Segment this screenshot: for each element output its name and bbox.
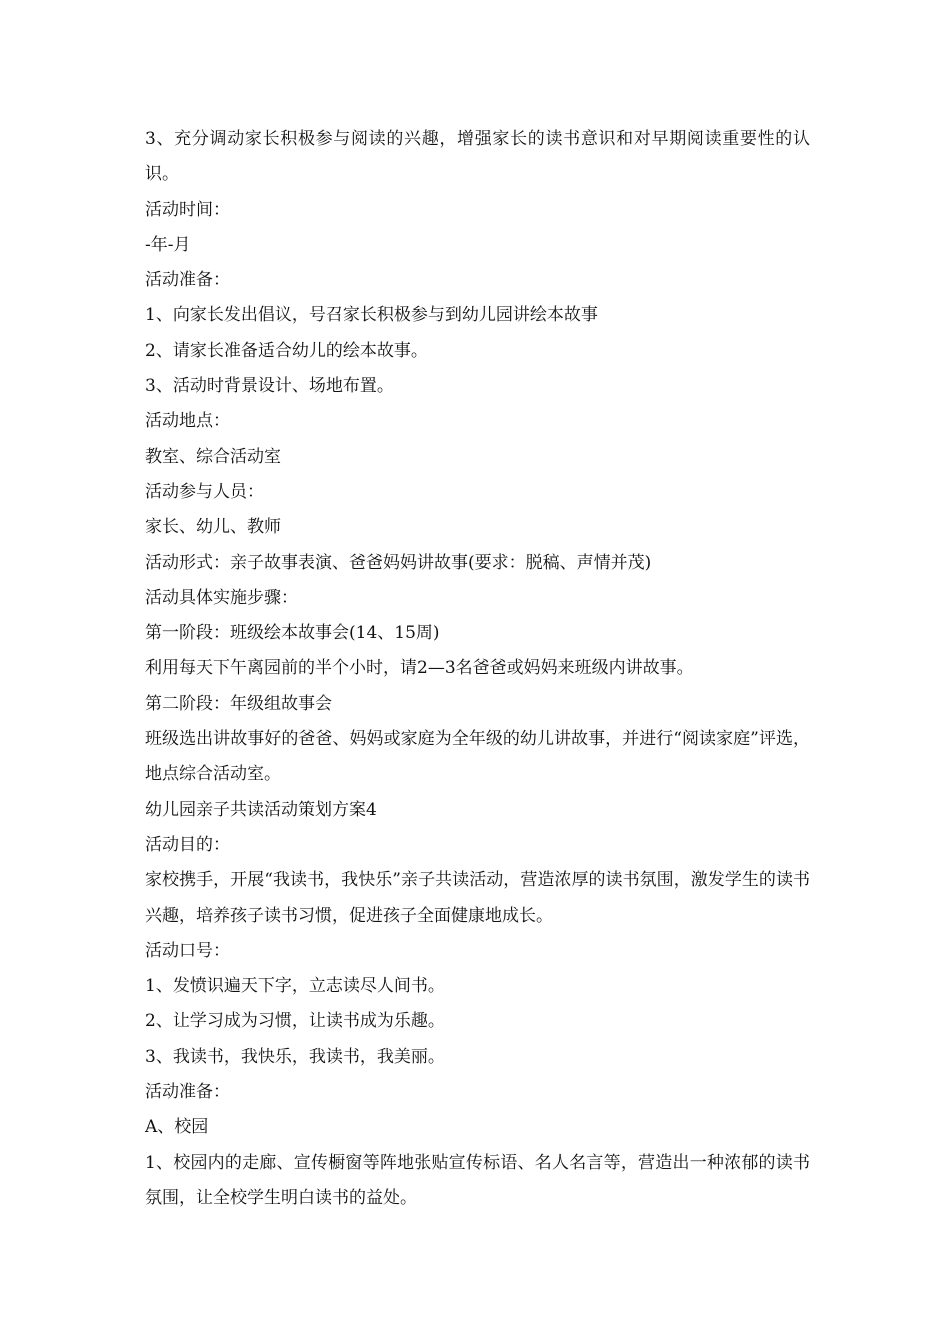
heading-participants: 活动参与人员：	[145, 481, 264, 502]
campus-item-1: 1、校园内的走廊、宣传橱窗等阵地张贴宣传标语、名人名言等，营造出一种浓郁的读书氛围，让全校学生明白读书的益处。	[145, 1152, 810, 1208]
subheading-campus: A、校园	[145, 1117, 209, 1138]
preparation-item-2: 2、请家长准备适合幼儿的绘本故事。	[145, 340, 428, 361]
paragraph-1: 3、充分调动家长积极参与阅读的兴趣，增强家长的读书意识和对早期阅读重要性的认识。	[145, 129, 810, 185]
activity-purpose-text: 家校携手，开展“我读书，我快乐”亲子共读活动，营造浓厚的读书氛围，激发学生的读书兴趣，培养孩子读书习惯，促进孩子全面健康地成长。	[145, 870, 810, 926]
heading-activity-preparation-2: 活动准备：	[145, 1082, 230, 1103]
stage-2-title: 第二阶段：年级组故事会	[145, 693, 332, 714]
slogan-2: 2、让学习成为习惯，让读书成为乐趣。	[145, 1011, 445, 1032]
heading-activity-slogan: 活动口号：	[145, 940, 230, 961]
heading-activity-purpose: 活动目的：	[145, 834, 230, 855]
slogan-1: 1、发愤识遍天下字，立志读尽人间书。	[145, 976, 445, 997]
preparation-item-3: 3、活动时背景设计、场地布置。	[145, 376, 394, 397]
section-title-plan-4: 幼儿园亲子共读活动策划方案4	[145, 799, 377, 820]
activity-time-value: -年-月	[145, 234, 191, 255]
heading-activity-time: 活动时间：	[145, 199, 230, 220]
slogan-3: 3、我读书，我快乐，我读书，我美丽。	[145, 1046, 445, 1067]
stage-1-description: 利用每天下午离园前的半个小时，请2—3名爸爸或妈妈来班级内讲故事。	[145, 658, 694, 679]
activity-format: 活动形式：亲子故事表演、爸爸妈妈讲故事(要求：脱稿、声情并茂)	[145, 552, 652, 573]
participants-value: 家长、幼儿、教师	[145, 517, 281, 538]
heading-activity-location: 活动地点：	[145, 411, 230, 432]
heading-implementation-steps: 活动具体实施步骤：	[145, 587, 298, 608]
stage-2-description: 班级选出讲故事好的爸爸、妈妈或家庭为全年级的幼儿讲故事，并进行“阅读家庭”评选，地点综合活动室。	[145, 729, 810, 785]
activity-location-value: 教室、综合活动室	[145, 446, 281, 467]
heading-activity-preparation: 活动准备：	[145, 270, 230, 291]
preparation-item-1: 1、向家长发出倡议，号召家长积极参与到幼儿园讲绘本故事	[145, 305, 598, 326]
stage-1-title: 第一阶段：班级绘本故事会(14、15周)	[145, 623, 440, 644]
document-page	[145, 122, 810, 1216]
